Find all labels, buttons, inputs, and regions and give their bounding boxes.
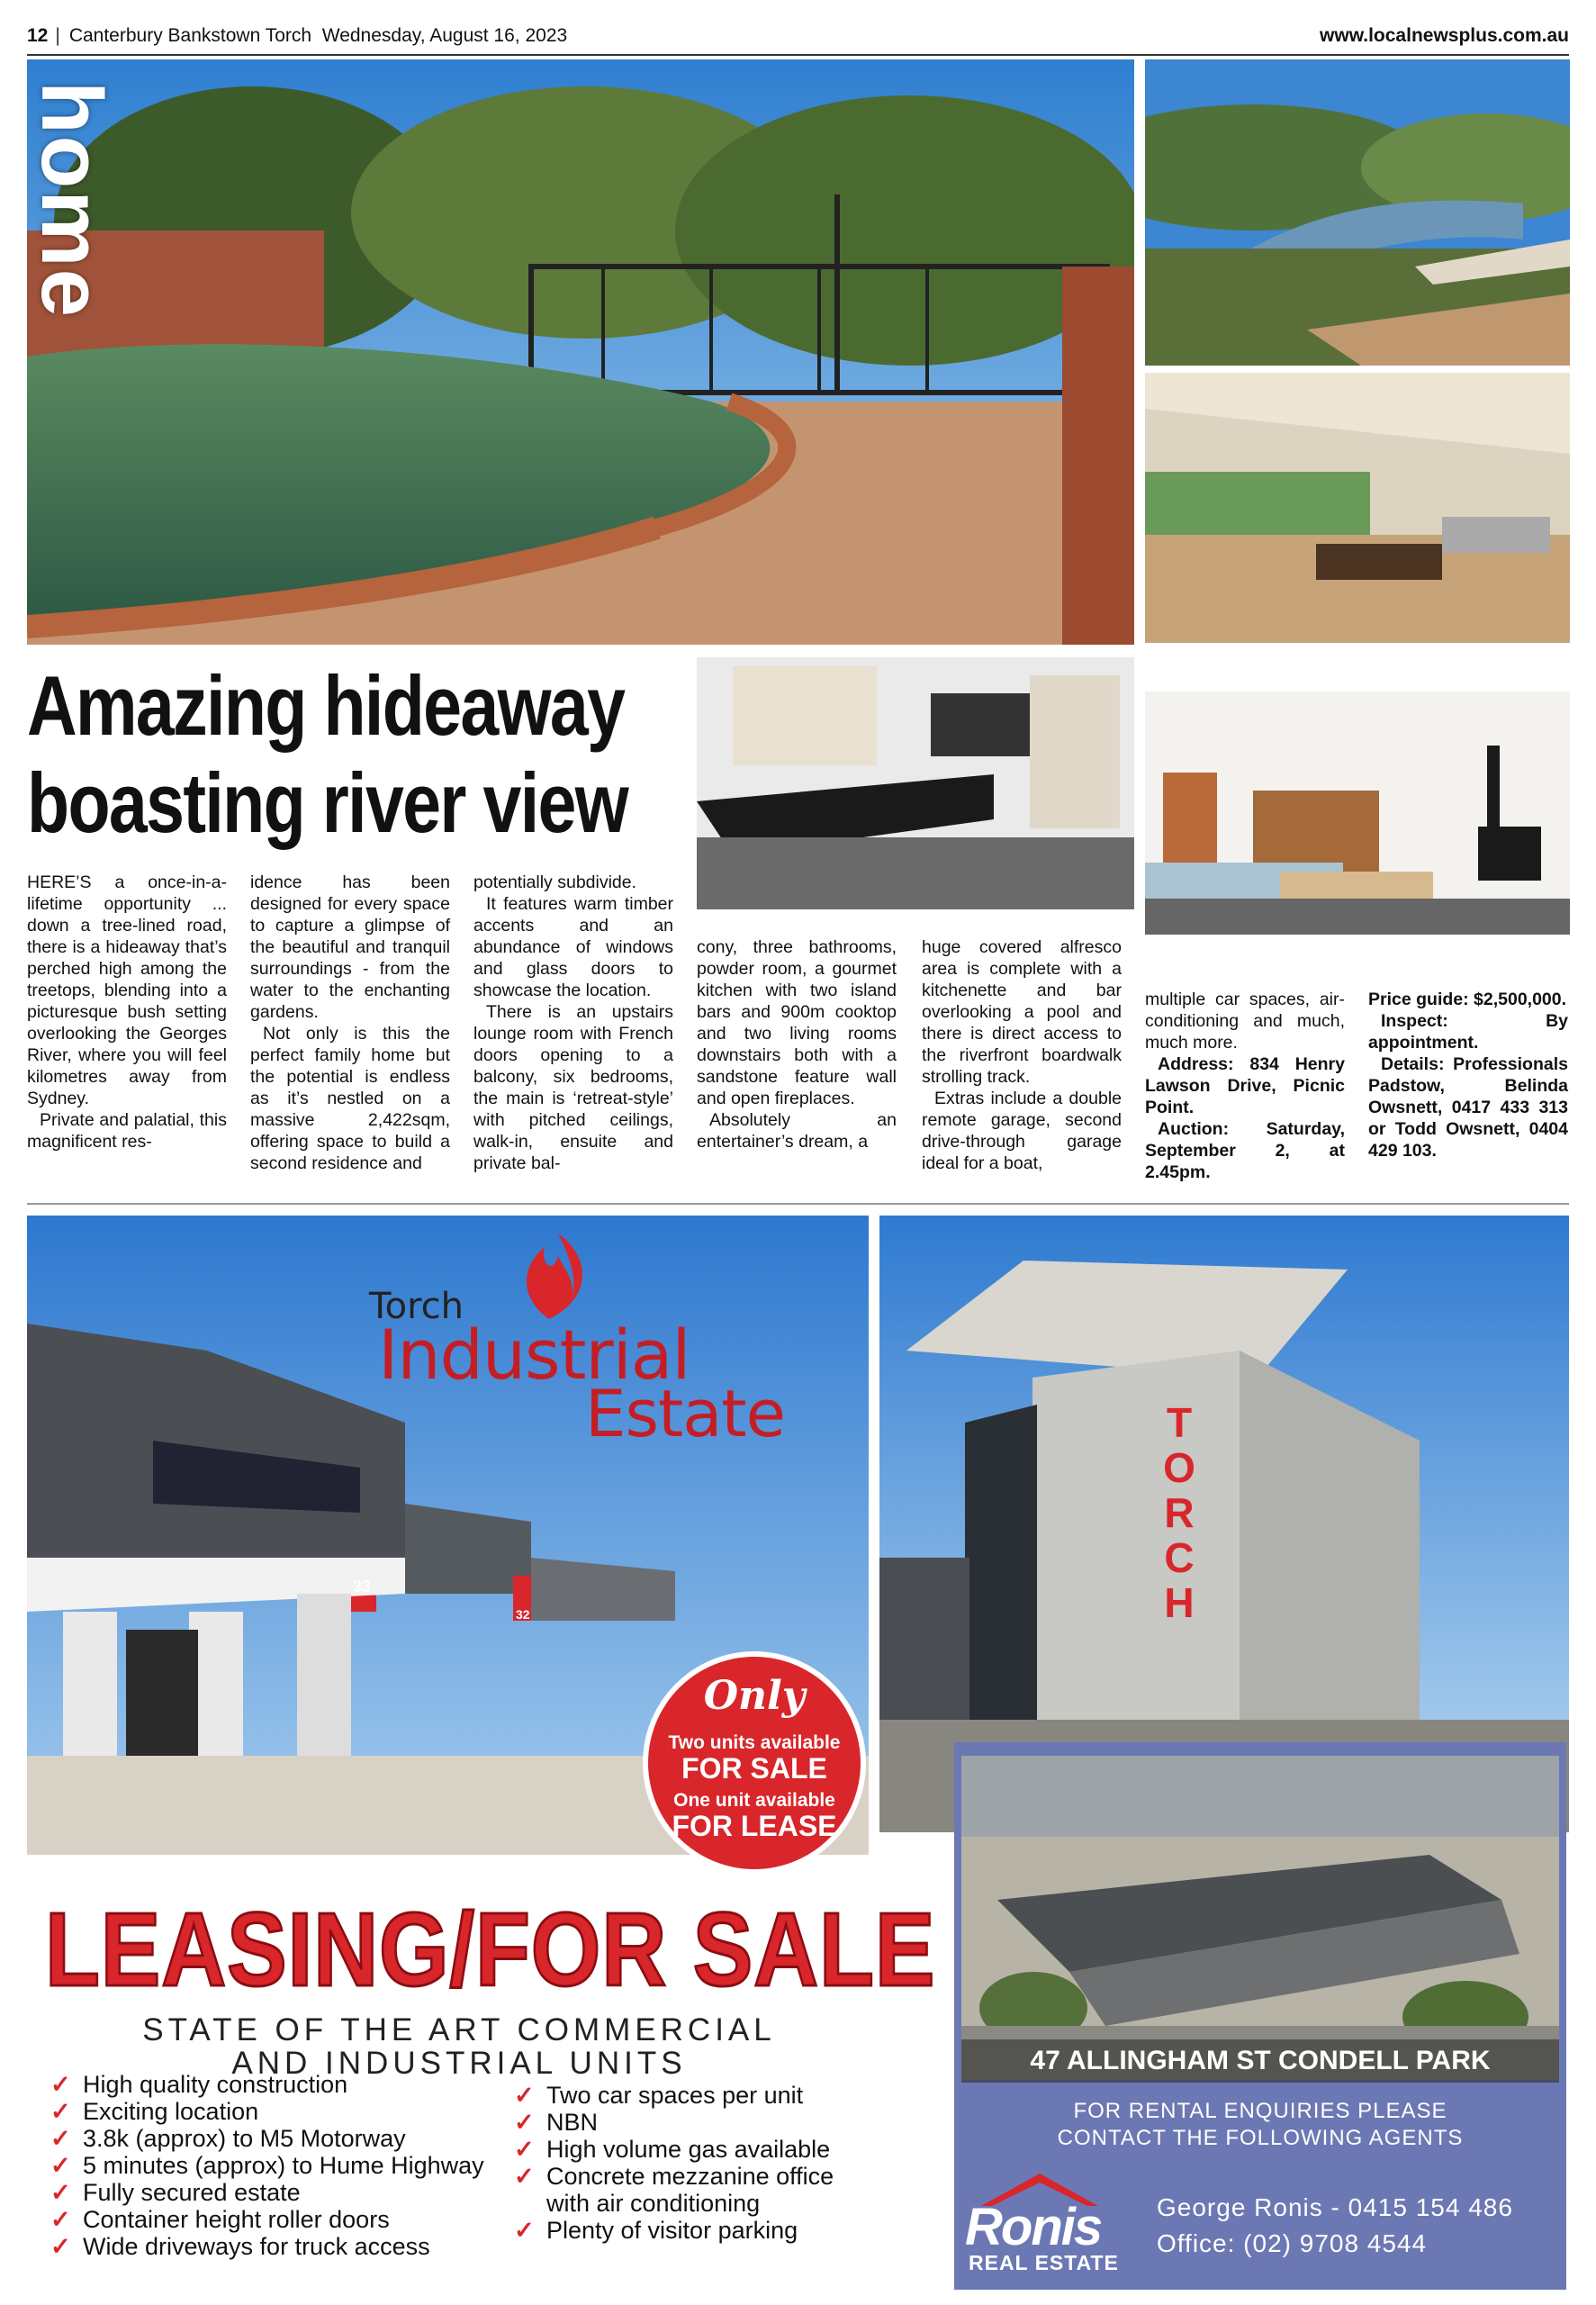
header-divider: | [55, 25, 60, 46]
article-col7 [1368, 989, 1568, 1162]
living-room-photo [1145, 692, 1570, 935]
badge-line1: Two units available [668, 1732, 841, 1753]
tick-icon: ✓ [514, 2163, 535, 2190]
tick-icon: ✓ [514, 2217, 535, 2244]
property-inspect: Inspect: By appointment. [1368, 1011, 1568, 1053]
article-col1 [27, 872, 227, 1152]
tick-icon: ✓ [50, 2071, 71, 2098]
article-col6 [1145, 989, 1345, 1183]
publication-date: Wednesday, August 16, 2023 [321, 25, 568, 46]
section-label [23, 81, 121, 351]
badge-for-sale: FOR SALE [681, 1752, 827, 1785]
para: Extras include a double remote garage, second drive-through garage ideal for a boat, [922, 1089, 1122, 1173]
para: idence has been designed for every space to capture a glimpse of the beautiful and tranquil surroundings - from the water to the enchanting gardens. [250, 872, 450, 1022]
page-header [27, 22, 1569, 54]
tick-icon: ✓ [50, 2098, 71, 2125]
headline-line1: Amazing hideaway [27, 658, 625, 753]
tick-icon: ✓ [514, 2082, 535, 2109]
torch-industrial-estate-logo [360, 1225, 864, 1451]
article-col4 [697, 936, 897, 1152]
list-item: ✓ Container height roller doors [50, 2206, 390, 2233]
tick-icon: ✓ [50, 2179, 71, 2206]
tick-icon: ✓ [50, 2125, 71, 2152]
list-item: ✓ Exciting location [50, 2098, 259, 2125]
article-col5 [922, 936, 1122, 1174]
badge-line3: One unit available [673, 1790, 835, 1811]
header-left [27, 25, 567, 47]
header-rule [27, 54, 1569, 56]
para: cony, three bathrooms, powder room, a gourmet kitchen with two island bars and 900m cooktop and two living rooms downstairs both with a sandstone feature wall and open fireplaces. [697, 937, 897, 1108]
agent-phone[interactable]: George Ronis - 0415 154 486 [1157, 2193, 1513, 2221]
page-number: 12 [27, 25, 49, 46]
badge-only: Only [703, 1673, 806, 1719]
aerial-estate-photo [961, 1756, 1559, 2080]
list-item: ✓ Two car spaces per unit [514, 2082, 804, 2109]
property-details: Details: Professionals Padstow, Belinda Owsnett, 0417 433 313 or Todd Owsnett, 0404 429 103. [1368, 1054, 1568, 1161]
features-list-left [45, 2071, 513, 2260]
alfresco-photo [1145, 373, 1570, 643]
section-divider [27, 1203, 1569, 1205]
tick-icon: ✓ [50, 2206, 71, 2233]
subtitle-line1: STATE OF THE ART COMMERCIAL [142, 2012, 776, 2047]
agent-contacts [1157, 2190, 1513, 2262]
publication-name: Canterbury Bankstown Torch [68, 25, 312, 46]
tick-icon: ✓ [514, 2136, 535, 2163]
feature-continuation: with air conditioning [546, 2190, 761, 2217]
para: Private and palatial, this magnificent res- [27, 1110, 227, 1152]
para: Absolutely an entertainer’s dream, a [697, 1110, 897, 1152]
ronis-real-estate-logo [963, 2170, 1143, 2278]
tick-icon: ✓ [514, 2109, 535, 2136]
badge-for-lease: FOR LEASE [672, 1810, 837, 1842]
unit-number-33: 33 [353, 1577, 372, 1595]
enquiry-text [954, 2098, 1566, 2152]
tick-icon: ✓ [50, 2233, 71, 2260]
logo-industrial-word: Industrial [378, 1315, 690, 1395]
para: There is an upstairs lounge room with French doors opening to a balcony, six bedrooms, the main is ‘retreat-style’ with pitched ceilings, walk-in, ensuite and private bal- [473, 1002, 673, 1173]
property-price: Price guide: $2,500,000. [1368, 990, 1567, 1009]
para: Not only is this the perfect family home but the potential is endless as it’s nestled on a massive 2,422sqm, offering space to build a second residence and [250, 1024, 450, 1173]
para: HERE’S a once-in-a-lifetime opportunity ... down a tree-lined road, there is a hideaway that’s perched high among the treetops, blending into a picturesque bush setting overlooking the Georges River, where you will feel kilometres away from Sydney. [27, 872, 227, 1108]
office-phone[interactable]: Office: (02) 9708 4544 [1157, 2229, 1428, 2257]
torch-flame-icon [495, 1225, 603, 1324]
list-item: ✓ 5 minutes (approx) to Hume Highway [50, 2152, 484, 2179]
section-label-text: home [23, 81, 120, 320]
property-address: Address: 834 Henry Lawson Drive, Picnic Point. [1145, 1054, 1345, 1117]
list-item: ✓ Concrete mezzanine office with air conditioning [509, 2163, 923, 2217]
building-sign: TORCH [1163, 1399, 1195, 1626]
headline-line2: boasting river view [27, 755, 628, 850]
pool-photo [27, 59, 1134, 645]
list-item: ✓ Fully secured estate [50, 2179, 301, 2206]
ad-subtitle [36, 2013, 882, 2080]
river-view-photo [1145, 59, 1570, 366]
leasing-for-sale-title: LEASING/FOR SALE [45, 1891, 936, 2008]
unit-number-32: 32 [516, 1607, 530, 1622]
para: potentially subdivide. [473, 872, 637, 892]
enquiry-line1: FOR RENTAL ENQUIRIES PLEASE [1073, 2099, 1447, 2123]
para: It features warm timber accents and an abundance of windows and glass doors to showcase the location. [473, 894, 673, 1000]
property-auction: Auction: Saturday, September 2, at 2.45pm. [1145, 1119, 1345, 1182]
para: multiple car spaces, air-conditioning and much, much more. [1145, 990, 1345, 1053]
tick-icon: ✓ [50, 2152, 71, 2179]
para: huge covered alfresco area is complete with a kitchenette and bar overlooking a pool and there is direct access to the riverfront boardwalk strolling track. [922, 937, 1122, 1087]
subtitle-line2: AND INDUSTRIAL UNITS [231, 2046, 687, 2081]
estate-address: 47 ALLINGHAM ST CONDELL PARK [961, 2039, 1559, 2083]
logo-estate-word: Estate [585, 1376, 785, 1451]
list-item: ✓ NBN [514, 2109, 599, 2136]
agency-subtitle: REAL ESTATE [969, 2251, 1119, 2274]
list-item: ✓ High quality construction [50, 2071, 348, 2098]
article-headline [27, 657, 691, 852]
enquiry-line2: CONTACT THE FOLLOWING AGENTS [1057, 2126, 1464, 2150]
list-item: ✓ High volume gas available [514, 2136, 831, 2163]
article-col3 [473, 872, 673, 1174]
agency-name: Ronis [965, 2198, 1102, 2256]
logo-torch-word: Torch [369, 1286, 464, 1327]
list-item: ✓ Wide driveways for truck access [50, 2233, 430, 2260]
kitchen-photo [697, 657, 1134, 909]
article-col2 [250, 872, 450, 1174]
list-item: ✓ Plenty of visitor parking [514, 2217, 798, 2244]
list-item: ✓ 3.8k (approx) to M5 Motorway [50, 2125, 406, 2152]
website-link[interactable]: www.localnewsplus.com.au [1320, 25, 1569, 46]
torch-building-photo [879, 1216, 1569, 1832]
features-list-right [509, 2082, 923, 2244]
availability-badge [648, 1657, 861, 1869]
